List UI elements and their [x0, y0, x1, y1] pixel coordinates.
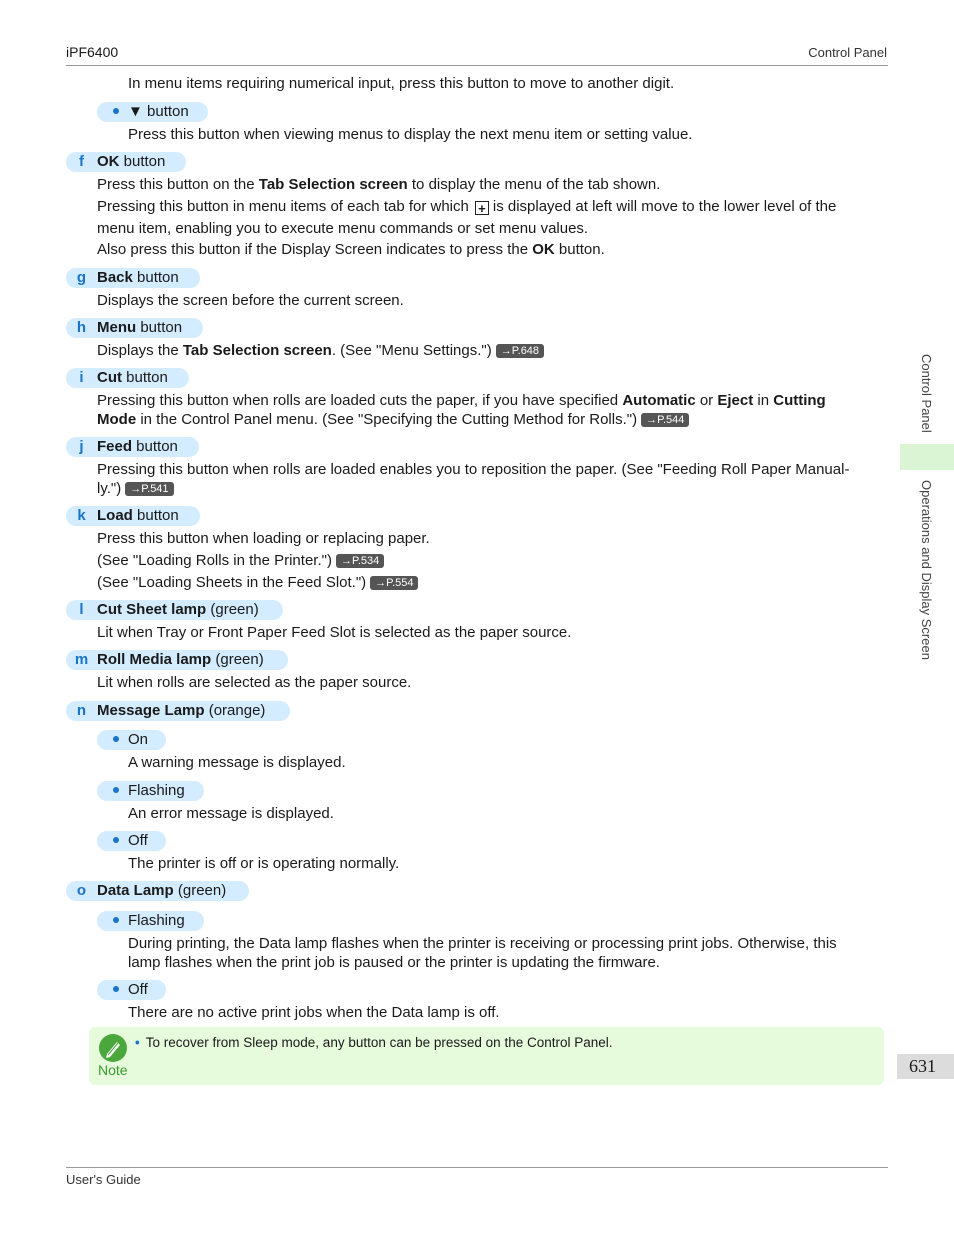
side-tab-highlight	[900, 444, 954, 470]
item-letter: f	[79, 153, 84, 170]
bullet-icon	[113, 787, 119, 793]
state-heading-flashing: Flashing	[97, 781, 204, 801]
bullet-icon	[113, 837, 119, 843]
state-heading-off: Off	[97, 831, 166, 851]
ok-desc-2: Pressing this button in menu items of each tab for which + is displayed at left will move to the lower level of the	[97, 198, 837, 216]
side-tab-chapter[interactable]: Control Panel	[919, 354, 934, 433]
header-rule	[66, 65, 888, 66]
load-desc-1: Press this button when loading or replacing paper.	[97, 530, 430, 547]
bullet-icon	[113, 108, 119, 114]
item-letter: m	[74, 651, 89, 668]
plus-box-icon: +	[475, 201, 489, 215]
down-button-heading	[97, 102, 208, 122]
feed-button-heading: j Feed button	[66, 437, 199, 457]
page-number: 631	[897, 1054, 954, 1079]
item-letter: n	[76, 702, 87, 719]
cut-desc-1: Pressing this button when rolls are loaded cuts the paper, if you have specified Automatic or Eject in Cutting	[97, 392, 826, 409]
ok-desc-4: Also press this button if the Display Screen indicates to press the OK button.	[97, 241, 605, 258]
state-desc: An error message is displayed.	[128, 805, 334, 822]
item-letter: j	[79, 438, 84, 455]
ok-desc-3: menu item, enabling you to execute menu commands or set menu values.	[97, 220, 589, 237]
cut-desc-2: Mode in the Control Panel menu. (See "Specifying the Cutting Method for Rolls.") →P.544	[97, 410, 689, 429]
pencil-icon	[99, 1034, 127, 1062]
data-lamp-heading: o Data Lamp (green)	[66, 881, 249, 901]
header-model: iPF6400	[66, 44, 119, 60]
state-heading-flashing: Flashing	[97, 911, 204, 931]
back-button-heading: g Back button	[66, 268, 200, 288]
side-tab-subsection[interactable]: Operations and Display Screen	[919, 480, 934, 660]
footer-rule	[66, 1167, 888, 1168]
item-letter: g	[76, 269, 87, 286]
item-letter: l	[79, 601, 84, 618]
item-letter: i	[79, 369, 84, 386]
page-ref-link[interactable]: →P.534	[336, 554, 384, 568]
item-letter: h	[76, 319, 87, 336]
ok-desc-1: Press this button on the Tab Selection screen to display the menu of the tab shown.	[97, 176, 661, 193]
load-desc-3: (See "Loading Sheets in the Feed Slot.") →P.554	[97, 573, 418, 592]
message-lamp-heading: n Message Lamp (orange)	[66, 701, 290, 721]
state-desc: During printing, the Data lamp flashes when the printer is receiving or processing print jobs. Otherwise, this	[128, 935, 837, 952]
bullet-icon	[113, 986, 119, 992]
note-text: • To recover from Sleep mode, any button can be pressed on the Control Panel.	[135, 1035, 613, 1050]
state-desc: There are no active print jobs when the Data lamp is off.	[128, 1004, 500, 1021]
state-heading-on: On	[97, 730, 166, 750]
footer-text: User's Guide	[66, 1172, 141, 1187]
state-desc: The printer is off or is operating normally.	[128, 855, 400, 872]
down-button-label: ▼ button	[128, 103, 189, 120]
item-name: Back	[97, 269, 133, 286]
item-name: Menu	[97, 319, 137, 336]
item-name: Load	[97, 507, 133, 524]
item-name: Roll Media lamp	[97, 651, 212, 668]
note-label: Note	[98, 1062, 128, 1078]
cut-sheet-lamp-desc: Lit when Tray or Front Paper Feed Slot is selected as the paper source.	[97, 624, 572, 641]
cut-sheet-lamp-heading: l Cut Sheet lamp (green)	[66, 600, 283, 620]
page-ref-link[interactable]: →P.541	[125, 482, 173, 496]
item-name: Message Lamp	[97, 702, 205, 719]
menu-desc: Displays the Tab Selection screen. (See "Menu Settings.") →P.648	[97, 341, 544, 360]
item-name: Data Lamp	[97, 882, 174, 899]
menu-button-heading: h Menu button	[66, 318, 203, 338]
page-ref-link[interactable]: →P.554	[370, 576, 418, 590]
page-ref-link[interactable]: →P.544	[641, 413, 689, 427]
roll-media-lamp-desc: Lit when rolls are selected as the paper source.	[97, 674, 412, 691]
load-button-heading: k Load button	[66, 506, 200, 526]
page-ref-link[interactable]: →P.648	[496, 344, 544, 358]
item-name: OK	[97, 153, 120, 170]
down-button-desc: Press this button when viewing menus to display the next menu item or setting value.	[128, 126, 693, 143]
state-heading-off: Off	[97, 980, 166, 1000]
item-letter: o	[76, 882, 87, 899]
feed-desc-1: Pressing this button when rolls are loaded enables you to reposition the paper. (See "Feeding Roll Paper Manual-	[97, 461, 850, 478]
item-letter: k	[77, 507, 86, 524]
item-name: Cut	[97, 369, 122, 386]
roll-media-lamp-heading: m Roll Media lamp (green)	[66, 650, 288, 670]
load-desc-2: (See "Loading Rolls in the Printer.") →P.534	[97, 551, 384, 570]
note-bullet-icon: •	[135, 1035, 140, 1050]
item-name: Feed	[97, 438, 133, 455]
numeric-input-text: In menu items requiring numerical input, press this button to move to another digit.	[128, 75, 675, 92]
ok-button-heading: f OK button	[66, 152, 186, 172]
state-desc: lamp flashes when the print job is paused or the printer is updating the firmware.	[128, 954, 660, 971]
feed-desc-2: ly.") →P.541	[97, 479, 174, 498]
cut-button-heading: i Cut button	[66, 368, 189, 388]
back-desc: Displays the screen before the current screen.	[97, 292, 404, 309]
header-section: Control Panel	[808, 45, 887, 60]
state-desc: A warning message is displayed.	[128, 754, 346, 771]
bullet-icon	[113, 917, 119, 923]
bullet-icon	[113, 736, 119, 742]
item-name: Cut Sheet lamp	[97, 601, 207, 618]
